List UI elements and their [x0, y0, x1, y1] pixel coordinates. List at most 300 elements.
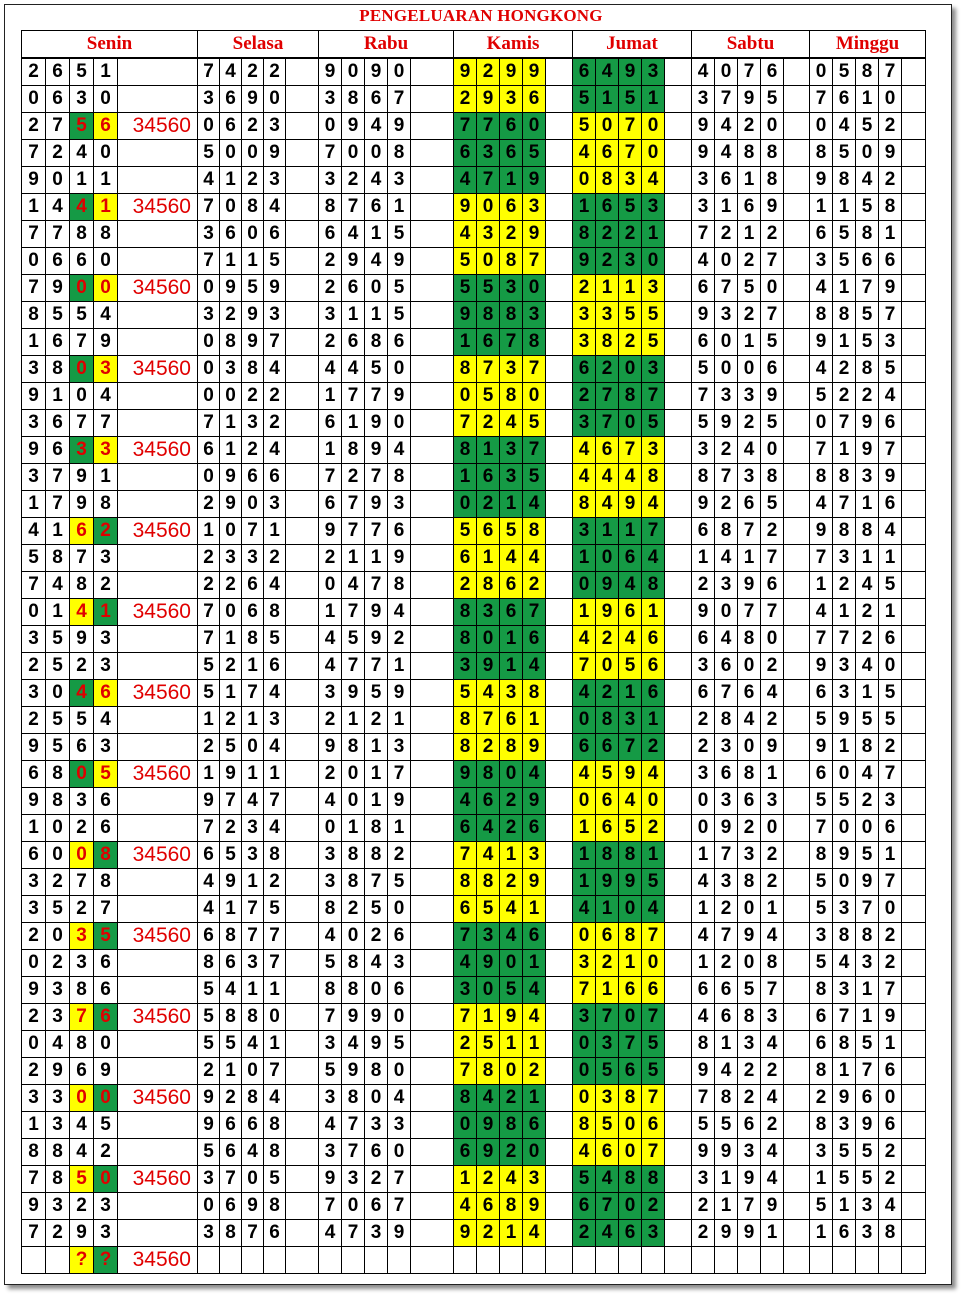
digit-cell-minggu: 7	[810, 545, 833, 572]
digit-cell-rabu: 3	[319, 869, 342, 896]
digit-cell-selasa: 6	[220, 1193, 242, 1220]
digit-cell-jumat: 4	[642, 167, 665, 194]
empty-cell	[546, 1139, 573, 1166]
digit-cell-selasa: 7	[242, 518, 264, 545]
digit-cell-rabu: 9	[319, 734, 342, 761]
digit-cell-sabtu: 1	[692, 950, 715, 977]
empty-cell	[411, 707, 454, 734]
digit-cell-minggu: 4	[810, 599, 833, 626]
digit-cell-rabu: 5	[388, 302, 411, 329]
empty-cell	[784, 599, 810, 626]
extra-number: 34560	[118, 680, 198, 707]
digit-cell-rabu: 9	[342, 1058, 365, 1085]
digit-cell-kamis: 6	[500, 599, 523, 626]
empty-cell	[665, 1193, 692, 1220]
digit-cell-kamis: 8	[477, 572, 500, 599]
digit-cell-jumat: 3	[642, 437, 665, 464]
digit-cell-rabu: 5	[365, 356, 388, 383]
digit-cell-selasa: 9	[264, 140, 286, 167]
day-header-minggu: Minggu	[810, 31, 926, 59]
digit-cell-selasa: 4	[264, 815, 286, 842]
digit-cell-senin: 7	[70, 1004, 94, 1031]
empty-cell	[118, 734, 198, 761]
empty-cell	[286, 1112, 319, 1139]
digit-cell-kamis: 3	[477, 140, 500, 167]
digit-cell-selasa: 7	[198, 410, 220, 437]
digit-cell-sabtu: 9	[692, 491, 715, 518]
digit-cell-senin: 2	[22, 58, 46, 86]
digit-cell-jumat: 6	[596, 923, 619, 950]
digit-cell-sabtu: 8	[715, 707, 738, 734]
digit-cell-kamis: 2	[477, 1220, 500, 1247]
digit-cell-kamis: 4	[500, 545, 523, 572]
digit-cell-selasa: 2	[220, 653, 242, 680]
digit-cell-senin: 3	[22, 626, 46, 653]
digit-cell-selasa: 3	[264, 302, 286, 329]
digit-cell-senin: 2	[46, 1220, 70, 1247]
digit-cell-senin: 6	[70, 248, 94, 275]
empty-cell	[118, 977, 198, 1004]
digit-cell-sabtu: 3	[715, 572, 738, 599]
digit-cell-kamis: 8	[477, 302, 500, 329]
digit-cell-jumat: 4	[596, 1166, 619, 1193]
digit-cell-minggu: 6	[879, 410, 902, 437]
empty-cell	[902, 302, 926, 329]
digit-cell-selasa: 8	[264, 1139, 286, 1166]
digit-cell-minggu: 4	[879, 1193, 902, 1220]
digit-cell-kamis: 2	[477, 491, 500, 518]
digit-cell-rabu: 4	[319, 626, 342, 653]
digit-cell-senin: 8	[22, 1139, 46, 1166]
empty-cell	[784, 248, 810, 275]
digit-cell-sabtu: 2	[715, 221, 738, 248]
digit-cell-selasa: 4	[264, 356, 286, 383]
digit-cell-rabu: 4	[388, 437, 411, 464]
digit-cell-selasa: 4	[264, 1085, 286, 1112]
digit-cell-rabu: 9	[319, 58, 342, 86]
digit-cell-jumat: 6	[642, 626, 665, 653]
digit-cell-jumat: 2	[573, 275, 596, 302]
digit-cell-sabtu: 6	[761, 58, 784, 86]
extra-number: 34560	[118, 761, 198, 788]
digit-cell-senin: 6	[70, 518, 94, 545]
digit-cell-jumat: 0	[619, 1139, 642, 1166]
digit-cell-senin: 9	[70, 1220, 94, 1247]
digit-cell-sabtu: 6	[738, 788, 761, 815]
digit-cell-selasa: 4	[264, 194, 286, 221]
empty-cell	[665, 302, 692, 329]
digit-cell-senin: 0	[70, 275, 94, 302]
digit-cell-jumat: 8	[573, 1112, 596, 1139]
digit-cell-selasa: 1	[220, 410, 242, 437]
digit-cell-selasa: 6	[242, 1112, 264, 1139]
extra-number: 34560	[118, 437, 198, 464]
empty-cell	[546, 707, 573, 734]
empty-cell	[118, 788, 198, 815]
digit-cell-senin: 0	[22, 248, 46, 275]
table-row	[22, 437, 926, 464]
empty-cell	[546, 1058, 573, 1085]
digit-cell-senin: 7	[46, 464, 70, 491]
digit-cell-sabtu: 0	[761, 113, 784, 140]
digit-cell-jumat: 1	[573, 599, 596, 626]
digit-cell-minggu: 8	[856, 58, 879, 86]
digit-cell-sabtu: 4	[738, 437, 761, 464]
digit-cell-jumat: 4	[619, 572, 642, 599]
digit-cell-rabu: 0	[319, 572, 342, 599]
digit-cell-jumat: 3	[642, 194, 665, 221]
table-row	[22, 410, 926, 437]
digit-cell-rabu: 7	[365, 518, 388, 545]
digit-cell-kamis: 8	[454, 437, 477, 464]
digit-cell-jumat: 8	[619, 1085, 642, 1112]
digit-cell-jumat: 9	[573, 248, 596, 275]
digit-cell-senin: 4	[94, 707, 118, 734]
extra-number: 34560	[118, 923, 198, 950]
empty-cell	[286, 491, 319, 518]
digit-cell-jumat: 3	[596, 1031, 619, 1058]
digit-cell-jumat: 7	[573, 977, 596, 1004]
digit-cell-minggu: 3	[856, 1220, 879, 1247]
digit-cell-selasa: 7	[198, 815, 220, 842]
digit-cell-minggu: 8	[833, 518, 856, 545]
empty-cell	[286, 329, 319, 356]
digit-cell-selasa: 9	[220, 761, 242, 788]
digit-cell-rabu: 6	[319, 491, 342, 518]
digit-cell-rabu: 7	[342, 1112, 365, 1139]
digit-cell-sabtu: 5	[761, 329, 784, 356]
empty-cell	[902, 1220, 926, 1247]
empty-cell	[784, 1247, 810, 1274]
digit-cell-kamis: 8	[454, 707, 477, 734]
digit-cell-jumat: 0	[596, 653, 619, 680]
digit-cell-senin: 8	[46, 788, 70, 815]
empty-cell	[411, 1247, 454, 1274]
digit-cell-senin: 3	[46, 977, 70, 1004]
digit-cell-minggu: 7	[879, 869, 902, 896]
digit-cell-minggu: 2	[879, 113, 902, 140]
digit-cell-rabu: 4	[319, 356, 342, 383]
empty-cell	[286, 923, 319, 950]
empty-cell	[902, 572, 926, 599]
table-row	[22, 275, 926, 302]
empty-cell	[546, 329, 573, 356]
digit-cell-kamis: 8	[500, 248, 523, 275]
empty-cell	[902, 977, 926, 1004]
digit-cell-jumat: 2	[642, 815, 665, 842]
digit-cell-jumat: 6	[573, 356, 596, 383]
digit-cell-minggu: 5	[810, 1193, 833, 1220]
digit-cell-selasa: 3	[242, 842, 264, 869]
digit-cell-sabtu: 2	[692, 1220, 715, 1247]
digit-cell-selasa	[198, 1247, 220, 1274]
digit-cell-kamis: 2	[500, 788, 523, 815]
digit-cell-jumat: 7	[596, 383, 619, 410]
digit-cell-sabtu	[761, 1247, 784, 1274]
digit-cell-sabtu: 2	[738, 815, 761, 842]
digit-cell-senin: 5	[22, 545, 46, 572]
digit-cell-rabu: 0	[388, 58, 411, 86]
empty-cell	[784, 734, 810, 761]
digit-cell-minggu: 8	[810, 1112, 833, 1139]
digit-cell-senin: 2	[22, 1058, 46, 1085]
empty-cell	[546, 1247, 573, 1274]
digit-cell-jumat: 7	[596, 1004, 619, 1031]
empty-cell	[902, 410, 926, 437]
digit-cell-jumat: 1	[642, 599, 665, 626]
digit-cell-rabu: 9	[342, 1004, 365, 1031]
digit-cell-sabtu: 8	[738, 761, 761, 788]
digit-cell-rabu: 7	[388, 761, 411, 788]
digit-cell-selasa: 4	[264, 572, 286, 599]
digit-cell-senin: 1	[22, 815, 46, 842]
digit-cell-selasa: 8	[198, 950, 220, 977]
digit-cell-senin: 7	[22, 1166, 46, 1193]
digit-cell-kamis: 9	[523, 58, 546, 86]
digit-cell-kamis: 1	[523, 950, 546, 977]
digit-cell-senin: 7	[22, 140, 46, 167]
digit-cell-rabu: 6	[365, 86, 388, 113]
digit-cell-jumat: 9	[596, 572, 619, 599]
digit-cell-kamis: 6	[454, 545, 477, 572]
digit-cell-rabu: 8	[365, 842, 388, 869]
digit-cell-rabu: 7	[365, 383, 388, 410]
digit-cell-kamis: 1	[477, 437, 500, 464]
empty-cell	[784, 842, 810, 869]
empty-cell	[286, 1220, 319, 1247]
empty-cell	[286, 1085, 319, 1112]
digit-cell-kamis: 5	[500, 977, 523, 1004]
extra-number: 34560	[118, 194, 198, 221]
digit-cell-kamis: 3	[500, 464, 523, 491]
empty-cell	[665, 248, 692, 275]
empty-cell	[286, 1193, 319, 1220]
digit-cell-senin: 7	[22, 221, 46, 248]
empty-cell	[286, 194, 319, 221]
digit-cell-selasa: 9	[242, 302, 264, 329]
digit-cell-kamis: 3	[523, 302, 546, 329]
digit-cell-senin: 5	[94, 1112, 118, 1139]
digit-cell-sabtu: 8	[715, 518, 738, 545]
digit-cell-minggu: 7	[879, 977, 902, 1004]
table-row	[22, 1220, 926, 1247]
digit-cell-kamis: 1	[500, 491, 523, 518]
digit-cell-sabtu: 8	[761, 950, 784, 977]
digit-cell-selasa: 7	[242, 680, 264, 707]
digit-cell-kamis: 1	[500, 626, 523, 653]
digit-cell-sabtu: 4	[692, 58, 715, 86]
digit-cell-minggu: 1	[879, 221, 902, 248]
digit-cell-senin: 9	[94, 329, 118, 356]
digit-cell-senin: 1	[70, 167, 94, 194]
digit-cell-sabtu: 4	[761, 1085, 784, 1112]
digit-cell-sabtu: 2	[738, 1085, 761, 1112]
empty-cell	[665, 761, 692, 788]
empty-cell	[118, 464, 198, 491]
digit-cell-sabtu: 7	[692, 221, 715, 248]
digit-cell-rabu: 1	[342, 545, 365, 572]
digit-cell-selasa: 5	[198, 1004, 220, 1031]
digit-cell-minggu: 5	[856, 113, 879, 140]
digit-cell-sabtu: 0	[738, 950, 761, 977]
digit-cell-selasa: 5	[264, 248, 286, 275]
digit-cell-senin: 2	[22, 1004, 46, 1031]
digit-cell-rabu: 4	[365, 113, 388, 140]
digit-cell-jumat: 0	[573, 1031, 596, 1058]
table-row	[22, 977, 926, 1004]
empty-cell	[411, 86, 454, 113]
digit-cell-minggu: 8	[856, 221, 879, 248]
digit-cell-selasa: 0	[220, 518, 242, 545]
digit-cell-rabu: 0	[342, 1193, 365, 1220]
digit-cell-kamis: 4	[500, 896, 523, 923]
digit-cell-kamis: 3	[477, 599, 500, 626]
digit-cell-rabu: 4	[342, 572, 365, 599]
empty-cell	[118, 302, 198, 329]
digit-cell-minggu: 2	[833, 383, 856, 410]
digit-cell-sabtu: 2	[761, 1112, 784, 1139]
digit-cell-minggu: 8	[833, 302, 856, 329]
digit-cell-kamis: 7	[454, 1058, 477, 1085]
digit-cell-kamis: 1	[454, 1166, 477, 1193]
digit-cell-rabu: 4	[319, 788, 342, 815]
digit-cell-jumat	[619, 1247, 642, 1274]
digit-cell-minggu: 3	[810, 923, 833, 950]
digit-cell-sabtu: 4	[715, 140, 738, 167]
digit-cell-selasa: 1	[220, 626, 242, 653]
digit-cell-kamis: 2	[500, 221, 523, 248]
digit-cell-sabtu: 1	[692, 896, 715, 923]
digit-cell-minggu: 9	[879, 140, 902, 167]
empty-cell	[411, 491, 454, 518]
extra-number: 34560	[118, 1085, 198, 1112]
digit-cell-senin: 3	[94, 545, 118, 572]
day-header-rabu: Rabu	[319, 31, 454, 59]
digit-cell-jumat: 3	[573, 950, 596, 977]
digit-cell-senin: 6	[94, 815, 118, 842]
digit-cell-minggu: 2	[879, 923, 902, 950]
digit-cell-sabtu: 0	[761, 437, 784, 464]
digit-cell-sabtu: 7	[761, 599, 784, 626]
digit-cell-senin: 6	[70, 734, 94, 761]
digit-cell-selasa: 5	[264, 896, 286, 923]
empty-cell	[784, 194, 810, 221]
digit-cell-kamis: 8	[523, 680, 546, 707]
digit-cell-rabu: 5	[365, 896, 388, 923]
digit-cell-kamis: 4	[523, 1220, 546, 1247]
digit-cell-selasa: 9	[220, 491, 242, 518]
digit-cell-senin: 4	[94, 383, 118, 410]
digit-cell-senin: 3	[46, 1085, 70, 1112]
digit-cell-kamis: 8	[500, 1193, 523, 1220]
empty-cell	[286, 950, 319, 977]
digit-cell-rabu: 8	[342, 1085, 365, 1112]
empty-cell	[784, 1220, 810, 1247]
digit-cell-senin: ?	[70, 1247, 94, 1274]
digit-cell-jumat: 3	[573, 329, 596, 356]
empty-cell	[546, 86, 573, 113]
digit-cell-selasa: 8	[220, 1004, 242, 1031]
digit-cell-jumat: 7	[642, 1004, 665, 1031]
empty-cell	[784, 86, 810, 113]
digit-cell-jumat: 7	[596, 410, 619, 437]
empty-cell	[411, 626, 454, 653]
digit-cell-minggu	[833, 1247, 856, 1274]
digit-cell-rabu: 5	[365, 680, 388, 707]
digit-cell-minggu: 6	[879, 626, 902, 653]
digit-cell-senin: 6	[46, 86, 70, 113]
digit-cell-rabu: 4	[342, 1031, 365, 1058]
digit-cell-senin: 3	[22, 869, 46, 896]
digit-cell-kamis: 9	[454, 1220, 477, 1247]
digit-cell-senin	[46, 1247, 70, 1274]
digit-cell-minggu: 0	[879, 86, 902, 113]
empty-cell	[902, 86, 926, 113]
empty-cell	[902, 653, 926, 680]
digit-cell-senin: 4	[70, 1112, 94, 1139]
digit-cell-selasa: 2	[220, 815, 242, 842]
digit-cell-minggu: 0	[879, 1085, 902, 1112]
digit-cell-sabtu: 4	[761, 1166, 784, 1193]
digit-cell-sabtu: 4	[761, 1031, 784, 1058]
empty-cell	[546, 275, 573, 302]
digit-cell-sabtu: 3	[692, 653, 715, 680]
digit-cell-kamis: 4	[500, 410, 523, 437]
digit-cell-selasa: 7	[264, 1058, 286, 1085]
digit-cell-senin: 0	[70, 761, 94, 788]
digit-cell-kamis: 3	[500, 356, 523, 383]
digit-cell-jumat: 4	[596, 491, 619, 518]
empty-cell	[665, 1085, 692, 1112]
digit-cell-minggu: 6	[810, 221, 833, 248]
digit-cell-sabtu: 1	[738, 221, 761, 248]
digit-cell-rabu: 0	[319, 815, 342, 842]
digit-cell-kamis: 4	[477, 680, 500, 707]
digit-cell-sabtu: 5	[692, 410, 715, 437]
digit-cell-senin: 2	[22, 707, 46, 734]
digit-cell-sabtu: 3	[715, 383, 738, 410]
digit-cell-sabtu	[692, 1247, 715, 1274]
digit-cell-minggu: 5	[856, 1031, 879, 1058]
digit-cell-kamis: 4	[523, 761, 546, 788]
digit-cell-sabtu: 9	[761, 194, 784, 221]
digit-cell-jumat: 2	[573, 1220, 596, 1247]
digit-cell-minggu: 8	[833, 464, 856, 491]
empty-cell	[784, 329, 810, 356]
digit-cell-jumat: 9	[619, 491, 642, 518]
digit-cell-senin: 8	[94, 221, 118, 248]
empty-cell	[665, 1166, 692, 1193]
digit-cell-selasa: 1	[264, 761, 286, 788]
digit-cell-minggu: 1	[856, 86, 879, 113]
digit-cell-kamis: 6	[523, 1112, 546, 1139]
digit-cell-jumat: 5	[573, 86, 596, 113]
table-row	[22, 518, 926, 545]
digit-cell-sabtu: 3	[715, 302, 738, 329]
digit-cell-jumat	[596, 1247, 619, 1274]
empty-cell	[546, 113, 573, 140]
empty-cell	[665, 58, 692, 86]
digit-cell-kamis: 2	[500, 815, 523, 842]
digit-cell-rabu: 3	[365, 1220, 388, 1247]
digit-cell-minggu: 2	[879, 1166, 902, 1193]
table-row	[22, 86, 926, 113]
digit-cell-rabu: 1	[342, 302, 365, 329]
empty-cell	[286, 1139, 319, 1166]
digit-cell-senin: 2	[94, 572, 118, 599]
empty-cell	[411, 1004, 454, 1031]
digit-cell-sabtu: 0	[692, 815, 715, 842]
